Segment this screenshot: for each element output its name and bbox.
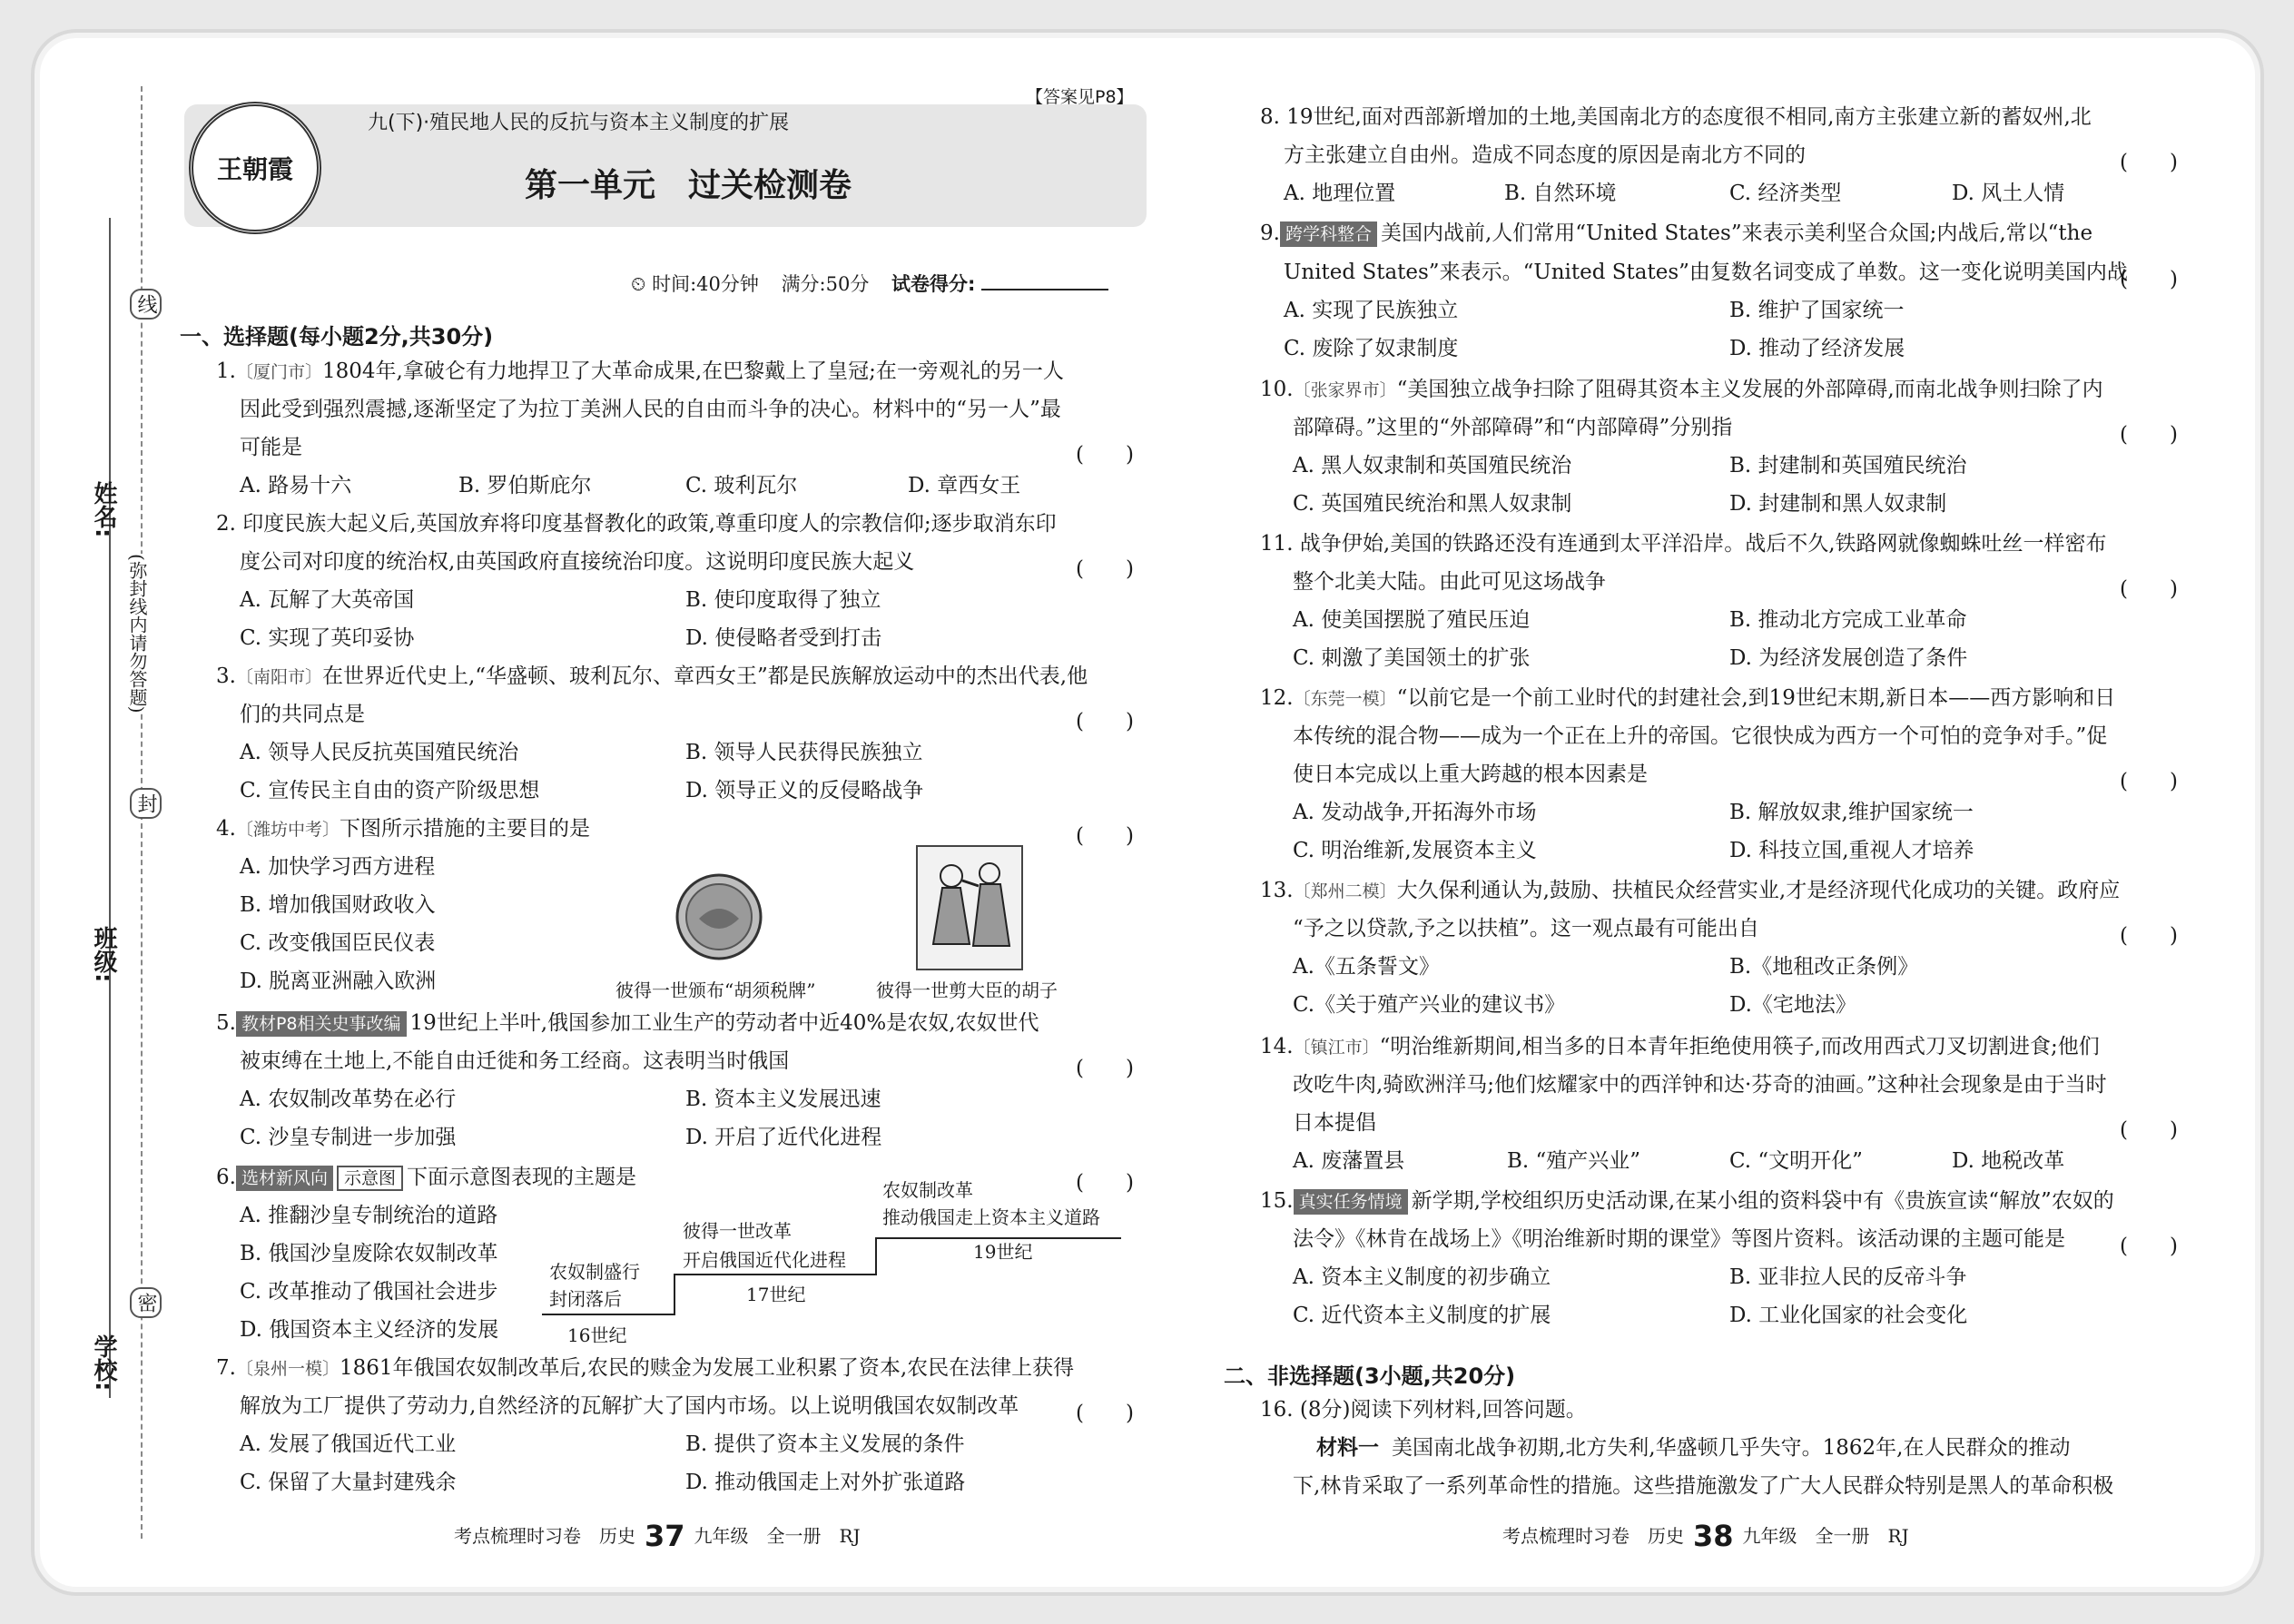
q2-option-b[interactable]: B. 使印度取得了独立 — [685, 588, 881, 612]
q9-option-a[interactable]: A. 实现了民族独立 — [1284, 299, 1459, 322]
score-label: 试卷得分: — [891, 273, 976, 295]
q7-line1: 7.〔泉州一模〕1861年俄国农奴制改革后,农民的赎金为发展工业积累了资本,农民在法律上获得 — [216, 1356, 1075, 1380]
q5-option-b[interactable]: B. 资本主义发展迅速 — [685, 1088, 881, 1111]
q5-option-a[interactable]: A. 农奴制改革势在必行 — [240, 1088, 457, 1111]
q11-answer-blank[interactable]: ( ) — [2120, 577, 2178, 601]
page-number-right: 38 — [1693, 1519, 1734, 1553]
q5-source-tag: 教材P8相关史事改编 — [236, 1011, 407, 1037]
q14-option-a[interactable]: A. 废藩置县 — [1293, 1149, 1405, 1173]
q16-material-line1: 材料一 美国南北战争初期,北方失利,华盛顿几乎失守。1862年,在人民群众的推动 — [1316, 1436, 2071, 1460]
q15-option-a[interactable]: A. 资本主义制度的初步确立 — [1293, 1265, 1551, 1289]
q9-option-c[interactable]: C. 废除了奴隶制度 — [1284, 337, 1459, 360]
q14-line1: 14.〔镇江市〕“明治维新期间,相当多的日本青年拒绝使用筷子,而改用西式刀叉切割进食;他们 — [1260, 1035, 2100, 1058]
q5-line2: 被束缚在土地上,不能自由迁徙和务工经商。这表明当时俄国 — [240, 1049, 790, 1073]
q6-step3-era: 19世纪 — [973, 1241, 1033, 1263]
q8-line2: 方主张建立自由州。造成不同态度的原因是南北方不同的 — [1284, 143, 1806, 167]
q10-option-c[interactable]: C. 英国殖民统治和黑人奴隶制 — [1293, 492, 1572, 516]
q7-option-d[interactable]: D. 推动俄国走上对外扩张道路 — [685, 1471, 966, 1494]
footer-left: 考点梳理时习卷 历史 37 九年级 全一册 RJ — [454, 1519, 861, 1553]
q12-option-a[interactable]: A. 发动战争,开拓海外市场 — [1293, 801, 1537, 824]
q2-option-d[interactable]: D. 使侵略者受到打击 — [685, 626, 882, 650]
section-nonchoice-heading: 二、非选择题(3小题,共20分) — [1224, 1363, 1516, 1389]
q8-answer-blank[interactable]: ( ) — [2120, 151, 2178, 174]
q14-option-b[interactable]: B. “殖产兴业” — [1507, 1149, 1641, 1173]
q1-line3: 可能是 — [240, 436, 302, 459]
logo-text: 王朝霞 — [216, 154, 293, 184]
q6-step3-line2: 推动俄国走上资本主义道路 — [882, 1206, 1100, 1228]
q3-option-c[interactable]: C. 宣传民主自由的资产阶级思想 — [240, 779, 540, 802]
q13-option-c[interactable]: C.《关于殖产兴业的建议书》 — [1293, 993, 1566, 1017]
q11-option-b[interactable]: B. 推动北方完成工业革命 — [1729, 608, 1967, 632]
q13-line2: “予之以贷款,予之以扶植”。这一观点最有可能出自 — [1293, 917, 1759, 940]
q8-option-c[interactable]: C. 经济类型 — [1729, 182, 1842, 205]
seal-mark-secret: 密 — [130, 1287, 162, 1318]
q11-line1: 11. 战争伊始,美国的铁路还没有连通到太平洋沿岸。战后不久,铁路网就像蜘蛛吐丝一样密布 — [1260, 532, 2107, 556]
q15-option-c[interactable]: C. 近代资本主义制度的扩展 — [1293, 1304, 1551, 1327]
seal-mark-line: 线 — [130, 289, 162, 320]
seal-mark-seal: 封 — [130, 788, 162, 819]
q14-option-d[interactable]: D. 地税改革 — [1952, 1149, 2065, 1173]
q14-line2: 改吃牛肉,骑欧洲洋马;他们炫耀家中的西洋钟和达·芬奇的油画。”这种社会现象是由于当时 — [1293, 1073, 2107, 1097]
q6-step2-line1: 彼得一世改革 — [683, 1220, 792, 1242]
q6-step2-line2: 开启俄国近代化进程 — [683, 1249, 846, 1271]
q4-option-c[interactable]: C. 改变俄国臣民仪表 — [240, 931, 436, 955]
q15-option-b[interactable]: B. 亚非拉人民的反帝斗争 — [1729, 1265, 1967, 1289]
q6-step1-line2: 封闭落后 — [549, 1288, 622, 1310]
q14-line3: 日本提倡 — [1293, 1111, 1376, 1135]
q5-option-d[interactable]: D. 开启了近代化进程 — [685, 1126, 882, 1149]
q1-option-b[interactable]: B. 罗伯斯庇尔 — [458, 474, 592, 497]
q6-option-c[interactable]: C. 改革推动了俄国社会进步 — [240, 1280, 498, 1304]
q6-step1-line1: 农奴制盛行 — [549, 1261, 640, 1283]
q2-line1: 2. 印度民族大起义后,英国放弃将印度基督教化的政策,尊重印度人的宗教信仰;逐步取消东印 — [216, 512, 1057, 536]
q7-option-b[interactable]: B. 提供了资本主义发展的条件 — [685, 1432, 965, 1456]
q4-image1-caption: 彼得一世颁布“胡须税牌” — [615, 979, 816, 1001]
q6-step1-era: 16世纪 — [567, 1324, 627, 1346]
q13-option-a[interactable]: A.《五条誓文》 — [1293, 955, 1440, 979]
course-subtitle: 九(下)·殖民地人民的反抗与资本主义制度的扩展 — [368, 112, 790, 134]
q1-option-a[interactable]: A. 路易十六 — [240, 474, 352, 497]
q7-option-c[interactable]: C. 保留了大量封建残余 — [240, 1471, 457, 1494]
q5-answer-blank[interactable]: ( ) — [1076, 1057, 1134, 1080]
q12-option-b[interactable]: B. 解放奴隶,维护国家统一 — [1729, 801, 1974, 824]
page-title: 第一单元 过关检测卷 — [525, 167, 852, 204]
q9-line1: 9. 跨学科整合 美国内战前,人们常用“United States”来表示美利坚合众国;内战后,常以“the — [1260, 221, 2093, 245]
q6-option-b[interactable]: B. 俄国沙皇废除农奴制改革 — [240, 1242, 498, 1265]
q13-answer-blank[interactable]: ( ) — [2120, 924, 2178, 948]
q5-line1: 5. 教材P8相关史事改编 19世纪上半叶,俄国参加工业生产的劳动者中近40%是农奴,农奴世代 — [216, 1011, 1039, 1035]
q6-line1: 6. 选材新风向 示意图 下面示意图表现的主题是 — [216, 1166, 636, 1189]
q11-line2: 整个北美大陆。由此可见这场战争 — [1293, 570, 1606, 594]
footer-right: 考点梳理时习卷 历史 38 九年级 全一册 RJ — [1502, 1519, 1909, 1553]
q12-line3: 使日本完成以上重大跨越的根本因素是 — [1293, 763, 1648, 786]
q10-answer-blank[interactable]: ( ) — [2120, 423, 2178, 447]
beard-cutting-illustration — [915, 844, 1024, 971]
q4-line1: 4.〔潍坊中考〕下图所示措施的主要目的是 — [216, 817, 590, 841]
q12-line1: 12.〔东莞一模〕“以前它是一个前工业时代的封建社会,到19世纪末期,新日本——西方影响和日 — [1260, 686, 2116, 710]
q8-option-b[interactable]: B. 自然环境 — [1504, 182, 1617, 205]
q14-answer-blank[interactable]: ( ) — [2120, 1118, 2178, 1142]
name-field-label: 姓名: — [90, 481, 117, 538]
q10-option-b[interactable]: B. 封建制和英国殖民统治 — [1729, 454, 1967, 477]
q15-answer-blank[interactable]: ( ) — [2120, 1235, 2178, 1258]
q1-answer-blank[interactable]: ( ) — [1076, 443, 1134, 467]
q12-line2: 本传统的混合物——成为一个正在上升的帝国。它很快成为西方一个可怕的竞争对手。”促 — [1293, 724, 2108, 748]
logo-badge — [189, 102, 321, 234]
q2-option-a[interactable]: A. 瓦解了大英帝国 — [240, 588, 415, 612]
q1-option-c[interactable]: C. 玻利瓦尔 — [685, 474, 798, 497]
q10-line1: 10.〔张家界市〕“美国独立战争扫除了阻碍其资本主义发展的外部障碍,而南北战争则扫除了内 — [1260, 378, 2103, 401]
q12-option-d[interactable]: D. 科技立国,重视人才培养 — [1729, 839, 1974, 862]
q10-option-d[interactable]: D. 封建制和黑人奴隶制 — [1729, 492, 1947, 516]
q6-step2-era: 17世纪 — [746, 1284, 806, 1305]
section-choice-heading: 一、选择题(每小题2分,共30分) — [180, 324, 494, 349]
q7-answer-blank[interactable]: ( ) — [1076, 1402, 1134, 1425]
q3-option-d[interactable]: D. 领导正义的反侵略战争 — [685, 779, 924, 802]
q11-option-d[interactable]: D. 为经济发展创造了条件 — [1729, 646, 1968, 670]
q15-option-d[interactable]: D. 工业化国家的社会变化 — [1729, 1304, 1968, 1327]
q15-tag: 真实任务情境 — [1294, 1189, 1408, 1215]
q9-answer-blank[interactable]: ( ) — [2120, 268, 2178, 291]
time-limit: 时间:40分钟 — [652, 273, 759, 295]
q16-intro: 16. (8分)阅读下列材料,回答问题。 — [1260, 1398, 1587, 1422]
q9-option-d[interactable]: D. 推动了经济发展 — [1729, 337, 1905, 360]
q9-tag: 跨学科整合 — [1280, 221, 1377, 247]
q5-option-c[interactable]: C. 沙皇专制进一步加强 — [240, 1126, 457, 1149]
page-number-left: 37 — [645, 1519, 685, 1553]
q6-option-d[interactable]: D. 俄国资本主义经济的发展 — [240, 1318, 499, 1342]
score-input[interactable] — [981, 272, 1108, 290]
q15-line1: 15. 真实任务情境 新学期,学校组织历史活动课,在某小组的资料袋中有《贵族宣读“解放”农奴的 — [1260, 1189, 2114, 1213]
school-field-label: 学校: — [90, 1334, 117, 1392]
clock-icon: ⏲ — [631, 273, 646, 295]
full-score: 满分:50分 — [781, 273, 870, 295]
q9-option-b[interactable]: B. 维护了国家统一 — [1729, 299, 1905, 322]
q13-option-b[interactable]: B.《地租改正条例》 — [1729, 955, 1919, 979]
q7-line2: 解放为工厂提供了劳动力,自然经济的瓦解扩大了国内市场。以上说明俄国农奴制改革 — [240, 1394, 1019, 1418]
q3-line1: 3.〔南阳市〕在世界近代史上,“华盛顿、玻利瓦尔、章西女王”都是民族解放运动中的杰出代表,他 — [216, 664, 1088, 688]
q4-option-a[interactable]: A. 加快学习西方进程 — [240, 855, 436, 879]
q3-option-a[interactable]: A. 领导人民反抗英国殖民统治 — [240, 741, 519, 764]
exam-meta — [631, 270, 1108, 297]
answer-reference: 【答案见P8】 — [1026, 87, 1134, 107]
q6-answer-blank[interactable]: ( ) — [1076, 1171, 1134, 1195]
q11-option-a[interactable]: A. 使美国摆脱了殖民压迫 — [1293, 608, 1531, 632]
q15-line2: 法令》《林肯在战场上》《明治维新时期的课堂》等图片资料。该活动课的主题可能是 — [1293, 1227, 2065, 1251]
q1-line1: 1.〔厦门市〕1804年,拿破仑有力地捍卫了大革命成果,在巴黎戴上了皇冠;在一旁观礼的另一人 — [216, 359, 1064, 383]
q13-line1: 13.〔郑州二模〕大久保利通认为,鼓励、扶植民众经营实业,才是经济现代化成功的关键。政府应 — [1260, 879, 2121, 902]
binding-underline — [109, 218, 111, 1398]
q12-option-c[interactable]: C. 明治维新,发展资本主义 — [1293, 839, 1537, 862]
q6-tag: 选材新风向 — [236, 1166, 333, 1191]
q10-option-a[interactable]: A. 黑人奴隶制和英国殖民统治 — [1293, 454, 1572, 477]
q12-answer-blank[interactable]: ( ) — [2120, 770, 2178, 793]
class-field-label: 班级: — [90, 926, 117, 983]
q8-option-d[interactable]: D. 风土人情 — [1952, 182, 2065, 205]
beard-tax-token-image — [674, 871, 764, 962]
q3-line2: 们的共同点是 — [240, 703, 365, 726]
q1-option-d[interactable]: D. 章西女王 — [908, 474, 1021, 497]
q3-option-b[interactable]: B. 领导人民获得民族独立 — [685, 741, 923, 764]
q7-option-a[interactable]: A. 发展了俄国近代工业 — [240, 1432, 457, 1456]
q6-tag-diagram: 示意图 — [337, 1166, 403, 1191]
q4-answer-blank[interactable]: ( ) — [1076, 824, 1134, 848]
q8-option-a[interactable]: A. 地理位置 — [1284, 182, 1396, 205]
q8-line1: 8. 19世纪,面对西部新增加的土地,美国南北方的态度很不相同,南方主张建立新的蓄奴州,北 — [1260, 105, 2092, 129]
q1-line2: 因此受到强烈震撼,逐渐坚定了为拉丁美洲人民的自由而斗争的决心。材料中的“另一人”最 — [240, 398, 1061, 421]
q2-line2: 度公司对印度的统治权,由英国政府直接统治印度。这说明印度民族大起义 — [240, 550, 915, 574]
q4-option-d[interactable]: D. 脱离亚洲融入欧洲 — [240, 969, 437, 993]
q10-line2: 部障碍。”这里的“外部障碍”和“内部障碍”分别指 — [1293, 416, 1733, 439]
q6-option-a[interactable]: A. 推翻沙皇专制统治的道路 — [240, 1204, 498, 1227]
q14-option-c[interactable]: C. “文明开化” — [1729, 1149, 1863, 1173]
q4-option-b[interactable]: B. 增加俄国财政收入 — [240, 893, 436, 917]
q2-option-c[interactable]: C. 实现了英印妥协 — [240, 626, 415, 650]
q9-line2: United States”来表示。“United States”由复数名词变成了单数。这一变化说明美国内战 — [1284, 261, 2128, 284]
q11-option-c[interactable]: C. 刺激了美国领土的扩张 — [1293, 646, 1531, 670]
seal-notice: (弥封线内请勿答题) — [126, 554, 148, 714]
q13-option-d[interactable]: D.《宅地法》 — [1729, 993, 1856, 1017]
q2-answer-blank[interactable]: ( ) — [1076, 557, 1134, 581]
q6-step3-line1: 农奴制改革 — [882, 1179, 973, 1201]
q4-image2-caption: 彼得一世剪大臣的胡子 — [876, 979, 1058, 1001]
q3-answer-blank[interactable]: ( ) — [1076, 710, 1134, 733]
q16-material-line2: 下,林肯采取了一系列革命性的措施。这些措施激发了广大人民群众特别是黑人的革命积极 — [1293, 1474, 2114, 1498]
